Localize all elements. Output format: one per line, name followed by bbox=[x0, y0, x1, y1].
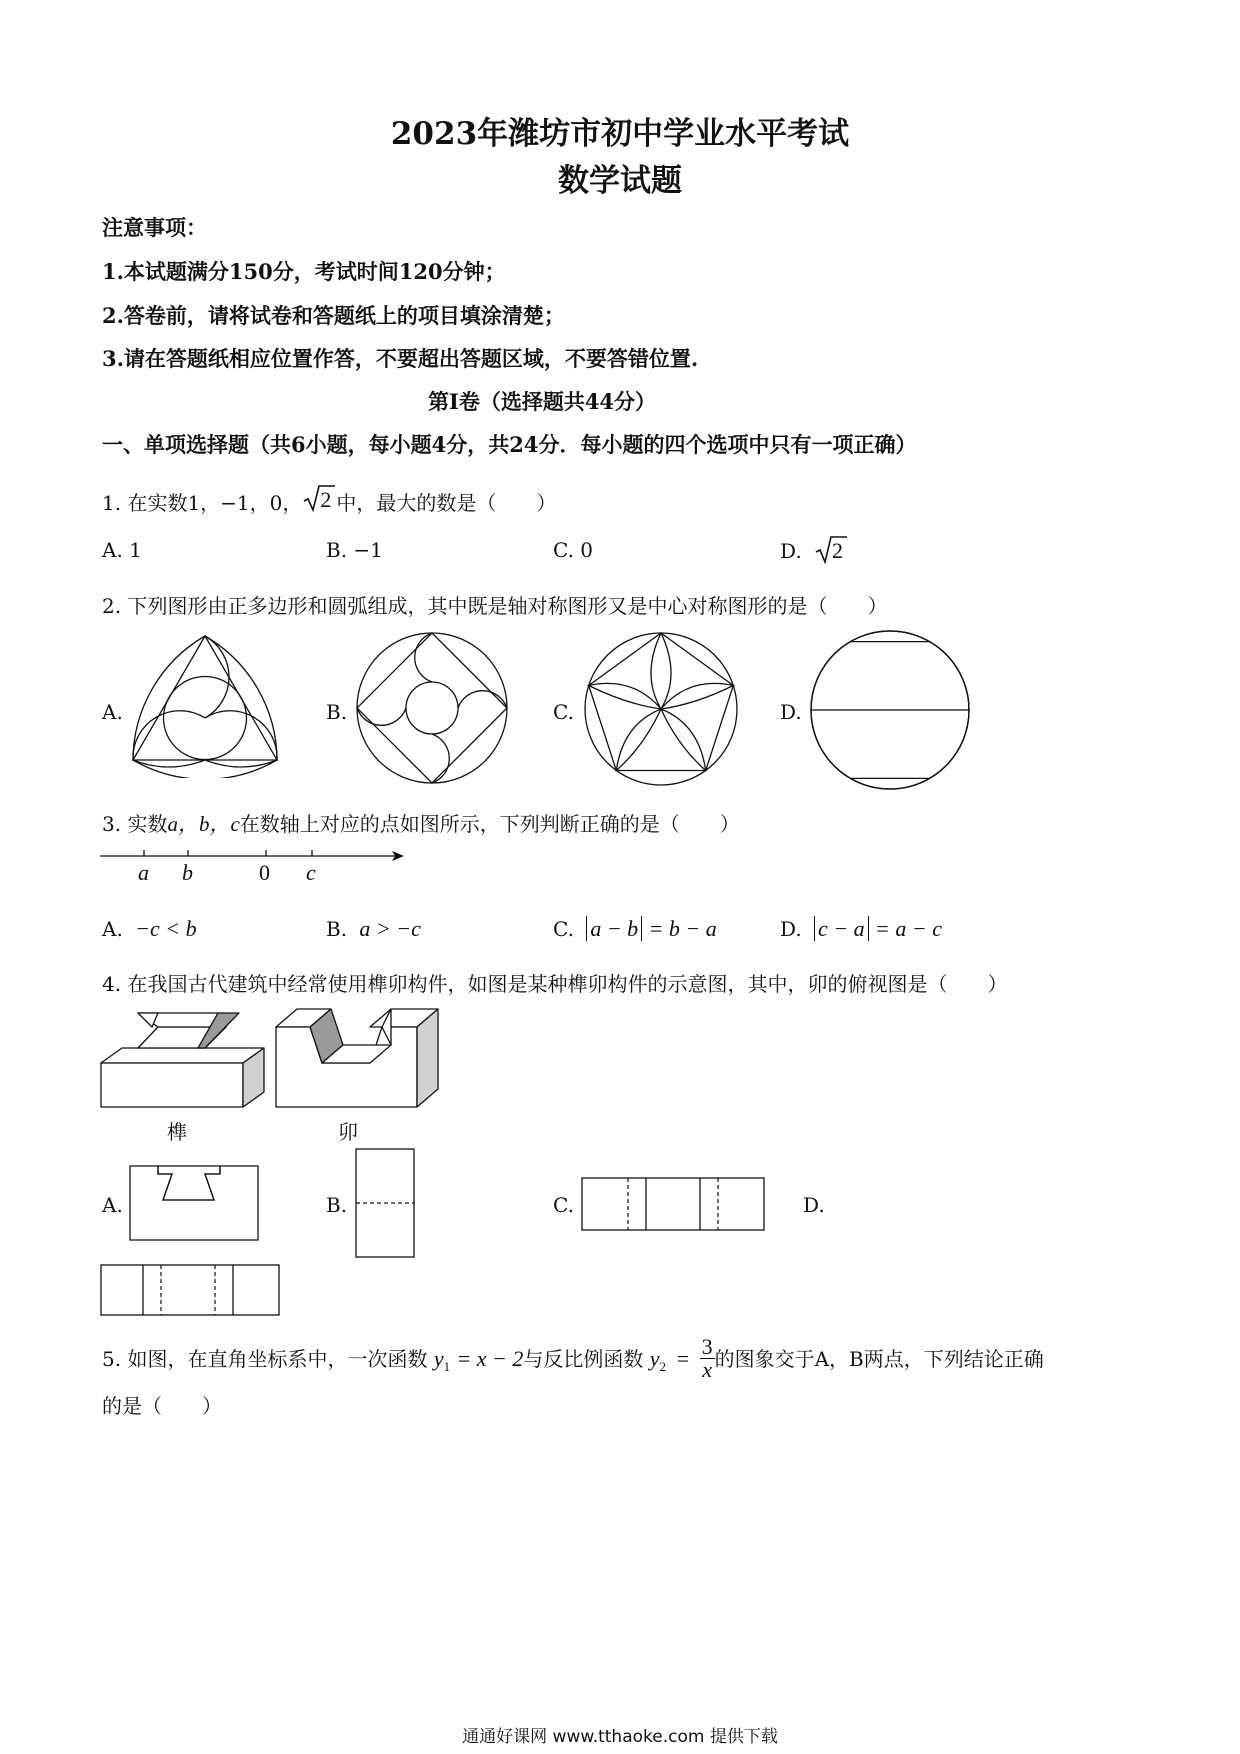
q5-f2-eq: = bbox=[675, 1346, 691, 1371]
question-5 bbox=[102, 1334, 1044, 1383]
q3-option-b-label: B. bbox=[326, 917, 348, 941]
q4-option-c-label: C. bbox=[553, 1193, 574, 1217]
q3-axis-label-a: a bbox=[138, 860, 149, 885]
q5-mid: 与反比例函数 bbox=[523, 1347, 644, 1371]
page-footer: 通通好课网 www.tthaoke.com 提供下载 bbox=[462, 1727, 778, 1747]
q1-option-c: C. 0 bbox=[553, 538, 594, 562]
q5-text-after: 的图象交于A，B两点，下列结论正确 bbox=[714, 1347, 1044, 1371]
exam-subtitle: 数学试题 bbox=[558, 163, 682, 199]
q3-option-a-expr: −c < b bbox=[135, 916, 197, 941]
q3-option-b bbox=[326, 916, 421, 942]
q5-f1-sub: 1 bbox=[443, 1359, 451, 1374]
q1-option-d-label: D. bbox=[780, 539, 802, 563]
q3-text-before: 3. 实数 bbox=[102, 812, 168, 836]
q2-option-c-label: C. bbox=[553, 700, 574, 724]
q3-axis-label-b: b bbox=[182, 860, 193, 885]
q2-figure-c bbox=[582, 630, 740, 788]
q5-f1-rhs: = x − 2 bbox=[456, 1346, 524, 1371]
q5-fraction-numerator: 3 bbox=[701, 1334, 713, 1359]
part1-title: 第I卷（选择题共44分） bbox=[428, 389, 657, 414]
q4-caption-tenon: 榫 bbox=[167, 1120, 187, 1144]
q5-fraction-denominator: x bbox=[702, 1357, 712, 1382]
q4-option-b-figure bbox=[354, 1147, 416, 1259]
sqrt-symbol bbox=[814, 538, 848, 562]
q1-text-before: 1. 在实数1，−1，0， bbox=[102, 491, 303, 515]
sqrt-symbol bbox=[302, 489, 336, 513]
q2-option-b-label: B. bbox=[326, 700, 348, 724]
q2-figure-d bbox=[808, 628, 972, 792]
q2-figure-b bbox=[354, 630, 510, 786]
q3-option-b-expr: a > −c bbox=[359, 916, 421, 941]
notes-heading: 注意事项： bbox=[102, 215, 207, 240]
q1-text-after: 中，最大的数是（ ） bbox=[336, 491, 557, 515]
note-item-2: 2.答卷前，请将试卷和答题纸上的项目填涂清楚； bbox=[102, 303, 565, 328]
question-4: 4. 在我国古代建筑中经常使用榫卯构件，如图是某种榫卯构件的示意图，其中，卯的俯视图是（ ） bbox=[102, 972, 1008, 996]
q3-option-d-rhs: = a − c bbox=[875, 916, 942, 941]
q3-option-c bbox=[553, 916, 717, 942]
q3-option-c-label: C. bbox=[553, 917, 574, 941]
q5-f1: y bbox=[433, 1346, 444, 1371]
q4-caption-mortise: 卯 bbox=[338, 1120, 358, 1144]
q2-option-a-label: A. bbox=[102, 700, 123, 724]
q3-option-d-label: D. bbox=[780, 917, 802, 941]
question-5-line-2: 的是（ ） bbox=[102, 1394, 222, 1418]
q5-f2: y bbox=[649, 1346, 660, 1371]
q5-f2-sub: 2 bbox=[659, 1359, 667, 1374]
q1-option-d-radicand: 2 bbox=[832, 538, 844, 563]
section1-title: 一、单项选择题（共6小题，每小题4分，共24分．每小题的四个选项中只有一项正确） bbox=[102, 432, 917, 457]
q1-radicand: 2 bbox=[320, 487, 332, 512]
question-1 bbox=[102, 487, 556, 516]
q4-tenon-figure bbox=[98, 1005, 268, 1111]
exam-title: 2023年潍坊市初中学业水平考试 bbox=[390, 116, 850, 152]
q4-option-a-label: A. bbox=[102, 1193, 123, 1217]
q1-option-a: A. 1 bbox=[102, 538, 142, 562]
q2-figure-a bbox=[125, 628, 285, 778]
q4-option-c-figure bbox=[580, 1176, 766, 1232]
q1-option-d bbox=[780, 538, 848, 563]
q3-axis-label-zero: 0 bbox=[259, 860, 270, 885]
q1-option-b: B. −1 bbox=[326, 538, 383, 562]
question-3 bbox=[102, 808, 740, 838]
q2-option-d-label: D. bbox=[780, 700, 802, 724]
q3-option-c-abs: a − b bbox=[586, 916, 642, 941]
q3-text-after: 在数轴上对应的点如图所示，下列判断正确的是（ ） bbox=[239, 812, 740, 836]
q5-text-before: 5. 如图，在直角坐标系中，一次函数 bbox=[102, 1347, 428, 1371]
note-item-1: 1.本试题满分150分，考试时间120分钟； bbox=[102, 259, 506, 284]
q4-option-a-figure bbox=[128, 1164, 260, 1242]
q4-option-d-figure bbox=[99, 1263, 281, 1317]
question-2: 2. 下列图形由正多边形和圆弧组成，其中既是轴对称图形又是中心对称图形的是（ ） bbox=[102, 594, 888, 618]
q3-option-d-abs: c − a bbox=[814, 916, 869, 941]
q3-axis-label-c: c bbox=[306, 860, 316, 885]
q3-option-d bbox=[780, 916, 942, 942]
q3-option-a bbox=[102, 916, 197, 942]
q3-vars: a，b，c bbox=[167, 812, 240, 836]
q4-option-b-label: B. bbox=[326, 1193, 348, 1217]
q4-mortise-figure bbox=[272, 1005, 440, 1111]
q4-option-d-label: D. bbox=[803, 1193, 825, 1217]
q3-option-a-label: A. bbox=[102, 917, 123, 941]
q5-fraction bbox=[700, 1336, 715, 1381]
q3-option-c-rhs: = b − a bbox=[648, 916, 717, 941]
note-item-3: 3.请在答题纸相应位置作答，不要超出答题区域，不要答错位置. bbox=[102, 346, 699, 371]
